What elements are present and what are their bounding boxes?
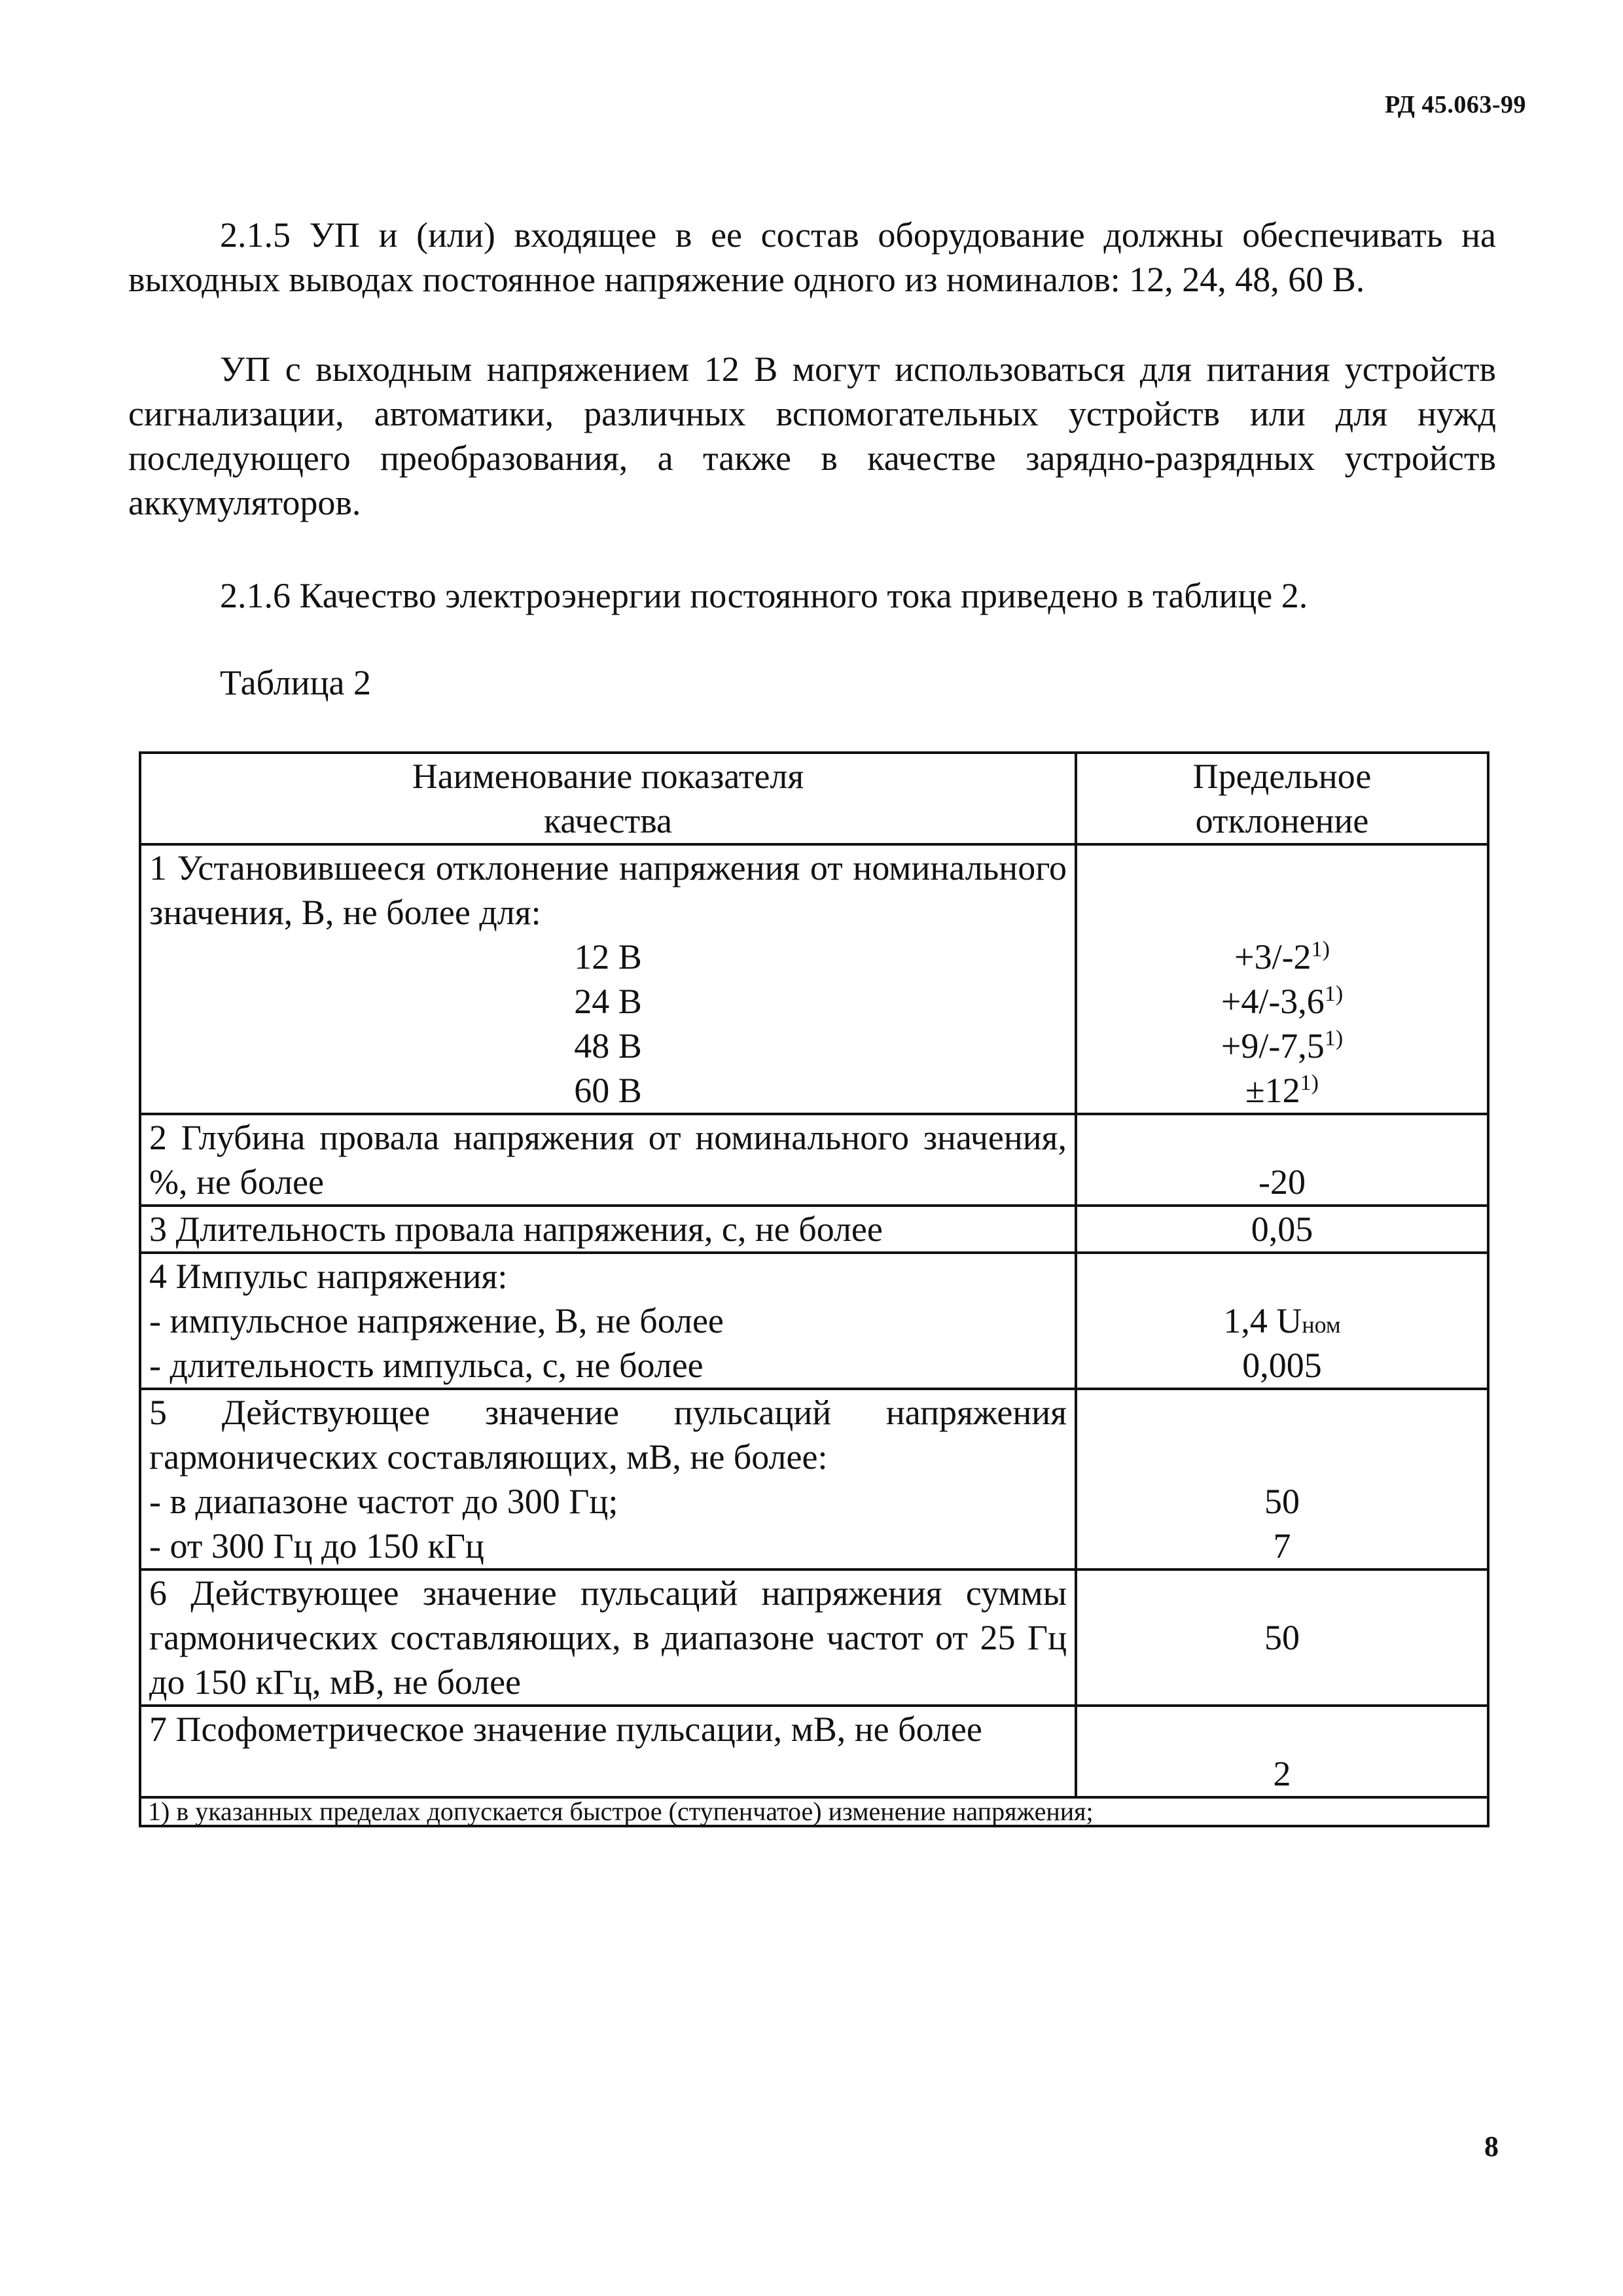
header-limit-deviation [1076, 753, 1488, 844]
table-row [140, 844, 1488, 1114]
document-code: РД 45.063-99 [1385, 91, 1526, 118]
row6-value-cell [1076, 1570, 1488, 1706]
row3-value: 0,05 [1076, 1206, 1488, 1253]
paragraph-2-1-6: 2.1.6 Качество электроэнергии постоянного тока приведено в таблице 2. [220, 576, 1308, 615]
row1-item-label: 60 В [574, 1071, 642, 1110]
row4-sub1: - импульсное напряжение, В, не более [149, 1301, 724, 1340]
row4-sub2: - длительность импульса, с, не более [149, 1346, 704, 1385]
row6-value: 50 [1264, 1618, 1300, 1657]
row1-value: $\pm 12^{1)}$ [1245, 1071, 1319, 1110]
table-row [140, 1253, 1488, 1389]
row2-value: -20 [1258, 1162, 1306, 1202]
table-caption: Таблица 2 [220, 663, 371, 702]
row3-name: 3 Длительность провала напряжения, с, не более [140, 1206, 1076, 1253]
row5-sub2-value: 7 [1273, 1526, 1291, 1566]
row1-name-cell [140, 844, 1076, 1114]
row2-value-cell [1076, 1114, 1488, 1206]
table-footnote-row [140, 1797, 1488, 1826]
row5-sub1-value: 50 [1264, 1482, 1300, 1521]
row6-name: 6 Действующее значение пульсаций напряжения суммы гармонических составляющих, в диапазоне частот от 25 Гц до 150 кГц, мВ, не более [140, 1570, 1076, 1706]
row4-name: 4 Импульс напряжения: [149, 1257, 508, 1296]
page-number: 8 [1484, 2130, 1499, 2162]
header-indicator-line2: качества [543, 801, 672, 840]
table-row [140, 1206, 1488, 1253]
row1-item-label: 24 В [574, 982, 642, 1021]
row1-value-cell [1076, 844, 1488, 1114]
table-header-row [140, 753, 1488, 844]
table-row [140, 1114, 1488, 1206]
header-indicator-line1: Наименование показателя [412, 757, 804, 796]
header-limit-line2: отклонение [1195, 801, 1369, 840]
row5-sub2: - от 300 Гц до 150 кГц [149, 1526, 484, 1566]
row7-value-cell [1076, 1706, 1488, 1797]
row1-value: $+3/-2^{1)}$ [1234, 937, 1330, 977]
paragraph-power-12v: УП с выходным напряжением 12 В могут использоваться для питания устройств сигнализации, автоматики, различных вспомогательных устройств или для нужд последующего преобразования, а также в качестве зарядно-разрядных устройств аккумуляторов. [128, 350, 1496, 522]
row1-item-label: 48 В [574, 1026, 642, 1066]
header-limit-line1: Предельное [1192, 757, 1372, 796]
paragraph-2-1-5: 2.1.5 УП и (или) входящее в ее состав оборудование должны обеспечивать на выходных выводах постоянное напряжение одного из номиналов: 12, 24, 48, 60 В. [128, 215, 1496, 299]
row1-value: $+9/-7,5^{1)}$ [1221, 1026, 1344, 1066]
table-row [140, 1389, 1488, 1570]
row7-value: 2 [1273, 1754, 1291, 1793]
row5-name-cell [140, 1389, 1076, 1570]
row1-value: $+4/-3,6^{1)}$ [1221, 982, 1344, 1021]
quality-table [139, 751, 1489, 1827]
header-indicator-name [140, 753, 1076, 844]
row1-item-label: 12 В [574, 937, 642, 977]
row4-name-cell [140, 1253, 1076, 1389]
row4-sub2-value: 0,005 [1242, 1346, 1322, 1385]
row7-name: 7 Псофометрическое значение пульсации, мВ, не более [140, 1706, 1076, 1797]
table-footnote: 1) в указанных пределах допускается быстрое (ступенчатое) изменение напряжения; [140, 1797, 1488, 1826]
row1-name: 1 Установившееся отклонение напряжения от номинального значения, В, не более для: [149, 848, 1067, 932]
row5-sub1: - в диапазоне частот до 300 Гц; [149, 1482, 618, 1521]
table-row [140, 1706, 1488, 1797]
table-row [140, 1570, 1488, 1706]
row4-value-cell [1076, 1253, 1488, 1389]
row2-name: 2 Глубина провала напряжения от номинального значения, %, не более [140, 1114, 1076, 1206]
row5-value-cell [1076, 1389, 1488, 1570]
row4-sub1-value: 1,4 Uном [1223, 1301, 1341, 1340]
row5-name: 5 Действующее значение пульсаций напряжения гармонических составляющих, мВ, не более: [149, 1393, 1067, 1477]
